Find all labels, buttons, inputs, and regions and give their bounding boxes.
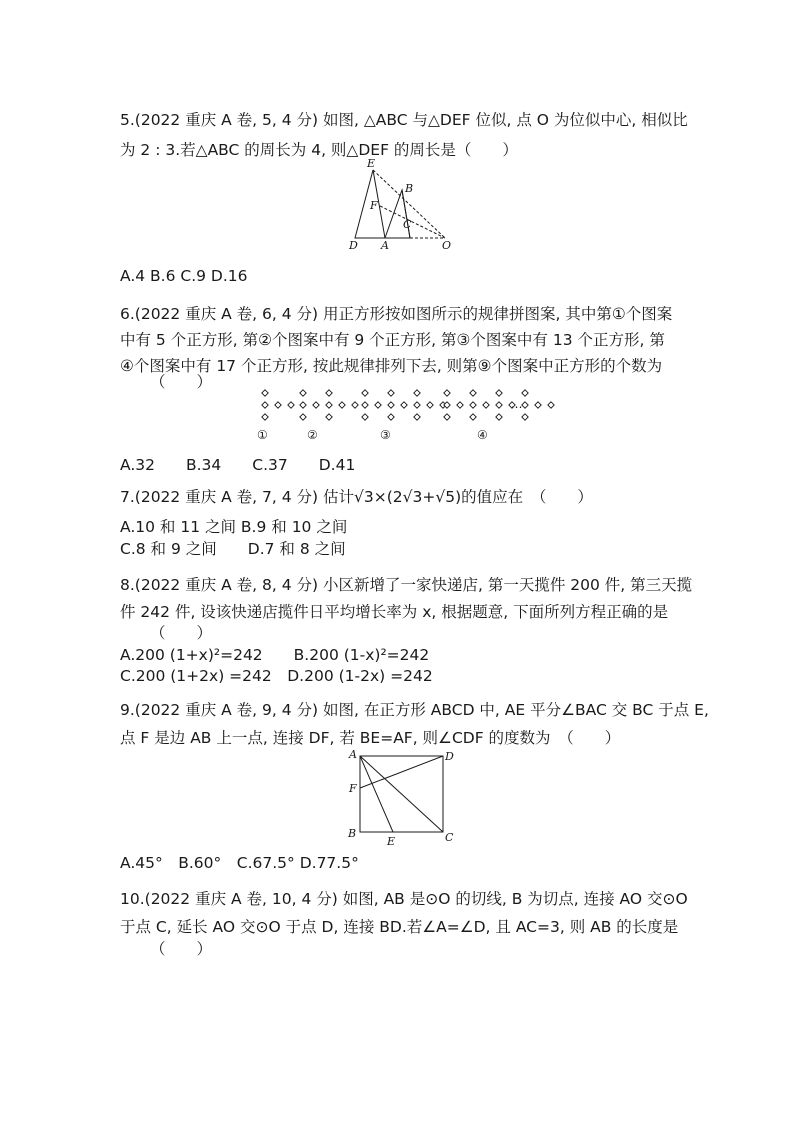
pattern-square (496, 414, 502, 420)
pattern-square (388, 390, 394, 396)
q7-options-line2: C.8 和 9 之间 D.7 和 8 之间 (120, 540, 346, 558)
pattern-square (352, 402, 358, 408)
label-a: A (349, 748, 357, 761)
pattern-square (414, 402, 420, 408)
pattern-square (522, 414, 528, 420)
pattern-square (522, 390, 528, 396)
q7-options-line1: A.10 和 11 之间 B.9 和 10 之间 (120, 518, 348, 536)
q9-stem-line1: 9.(2022 重庆 A 卷, 9, 4 分) 如图, 在正方形 ABCD 中, AE 平分∠BAC 交 BC 于点 E, (120, 701, 709, 719)
pattern-square (288, 402, 294, 408)
q5-options: A.4 B.6 C.9 D.16 (120, 267, 248, 285)
diagonal-ac (360, 756, 443, 832)
pattern-square (362, 414, 368, 420)
q6-options: A.32 B.34 C.37 D.41 (120, 456, 356, 474)
pattern-square (444, 414, 450, 420)
q7-stem-suffix: 的值应在 （ ） (461, 488, 593, 506)
q10-stem-line1: 10.(2022 重庆 A 卷, 10, 4 分) 如图, AB 是⊙O 的切线, B 为切点, 连接 AO 交⊙O (120, 890, 688, 908)
label-d: D (445, 750, 454, 763)
pattern-square (262, 402, 268, 408)
dashed-line-fo (380, 206, 445, 238)
pattern-label-1: ① (257, 428, 268, 442)
pattern-square (300, 414, 306, 420)
pattern-square (414, 390, 420, 396)
pattern-square (262, 390, 268, 396)
pattern-square (388, 414, 394, 420)
q9-square-figure (345, 748, 455, 850)
pattern-square (444, 402, 450, 408)
pattern-square (496, 402, 502, 408)
label-d: D (349, 239, 358, 251)
q6-stem-line3: ④个图案中有 17 个正方形, 按此规律排列下去, 则第⑨个图案中正方形的个数为 (120, 357, 663, 375)
label-f: F (370, 199, 378, 212)
pattern-square (470, 402, 476, 408)
q6-pattern-figure (245, 385, 565, 445)
q9-stem-line2: 点 F 是边 AB 上一点, 连接 DF, 若 BE=AF, 则∠CDF 的度数为 （ ） (120, 729, 621, 747)
q8-answer-bracket: （ ） (150, 624, 213, 642)
label-e: E (387, 835, 396, 848)
pattern-square (313, 402, 319, 408)
pattern-square (300, 402, 306, 408)
pattern-square (262, 414, 268, 420)
label-b: B (348, 827, 357, 840)
q6-stem-line1: 6.(2022 重庆 A 卷, 6, 4 分) 用正方形按如图所示的规律拼图案, 其中第①个图案 (120, 305, 673, 323)
q7-stem (120, 487, 593, 507)
label-f: F (349, 782, 357, 795)
pattern-square (326, 390, 332, 396)
q7-expression: √3×(2√3+√5) (354, 488, 462, 506)
q5-stem-line2: 为 2 : 3.若△ABC 的周长为 4, 则△DEF 的周长是（ ） (120, 141, 518, 159)
label-b: B (405, 182, 414, 195)
bisector-ae (360, 756, 393, 832)
q8-stem-line2: 件 242 件, 设该快递店揽件日平均增长率为 x, 根据题意, 下面所列方程正确的是 (120, 603, 669, 621)
pattern-square (326, 414, 332, 420)
label-o: O (442, 239, 452, 251)
label-a: A (381, 239, 389, 251)
pattern-square (401, 402, 407, 408)
pattern-square (362, 390, 368, 396)
pattern-square (275, 402, 281, 408)
pattern-square (388, 402, 394, 408)
pattern-square (535, 402, 541, 408)
pattern-square (483, 402, 489, 408)
pattern-square (339, 402, 345, 408)
pattern-square (444, 390, 450, 396)
label-c: C (403, 218, 412, 231)
pattern-square (470, 390, 476, 396)
q6-answer-bracket: （ ） (150, 373, 213, 391)
pattern-square (548, 402, 554, 408)
pattern-label-2: ② (307, 428, 318, 442)
q10-answer-bracket: （ ） (150, 940, 213, 958)
pattern-square (300, 390, 306, 396)
pattern-label-3: ③ (380, 428, 391, 442)
label-e: E (367, 157, 376, 170)
pattern-square (326, 402, 332, 408)
pattern-square (375, 402, 381, 408)
q8-stem-line1: 8.(2022 重庆 A 卷, 8, 4 分) 小区新增了一家快递店, 第一天揽件 200 件, 第三天揽 (120, 576, 693, 594)
q5-homothety-figure (345, 156, 460, 251)
pattern-label-4: ④ (477, 428, 488, 442)
pattern-square (414, 414, 420, 420)
pattern-square (427, 402, 433, 408)
pattern-ellipsis: … (511, 397, 523, 411)
pattern-square (470, 414, 476, 420)
q8-options-line2: C.200 (1+2x) =242 D.200 (1-2x) =242 (120, 667, 433, 685)
q10-stem-line2: 于点 C, 延长 AO 交⊙O 于点 D, 连接 BD.若∠A=∠D, 且 AC=3, 则 AB 的长度是 (120, 918, 679, 936)
q7-stem-prefix: 7.(2022 重庆 A 卷, 7, 4 分) 估计 (120, 488, 354, 506)
label-c: C (445, 831, 454, 844)
pattern-square (457, 402, 463, 408)
q9-options: A.45° B.60° C.67.5° D.77.5° (120, 854, 359, 872)
q8-options-line1: A.200 (1+x)²=242 B.200 (1-x)²=242 (120, 646, 430, 664)
q5-stem-line1: 5.(2022 重庆 A 卷, 5, 4 分) 如图, △ABC 与△DEF 位似, 点 O 为位似中心, 相似比 (120, 111, 688, 129)
q6-stem-line2: 中有 5 个正方形, 第②个图案中有 9 个正方形, 第③个图案中有 13 个正方形, 第 (120, 331, 665, 349)
pattern-square (362, 402, 368, 408)
segment-df (360, 756, 443, 788)
pattern-square (496, 390, 502, 396)
